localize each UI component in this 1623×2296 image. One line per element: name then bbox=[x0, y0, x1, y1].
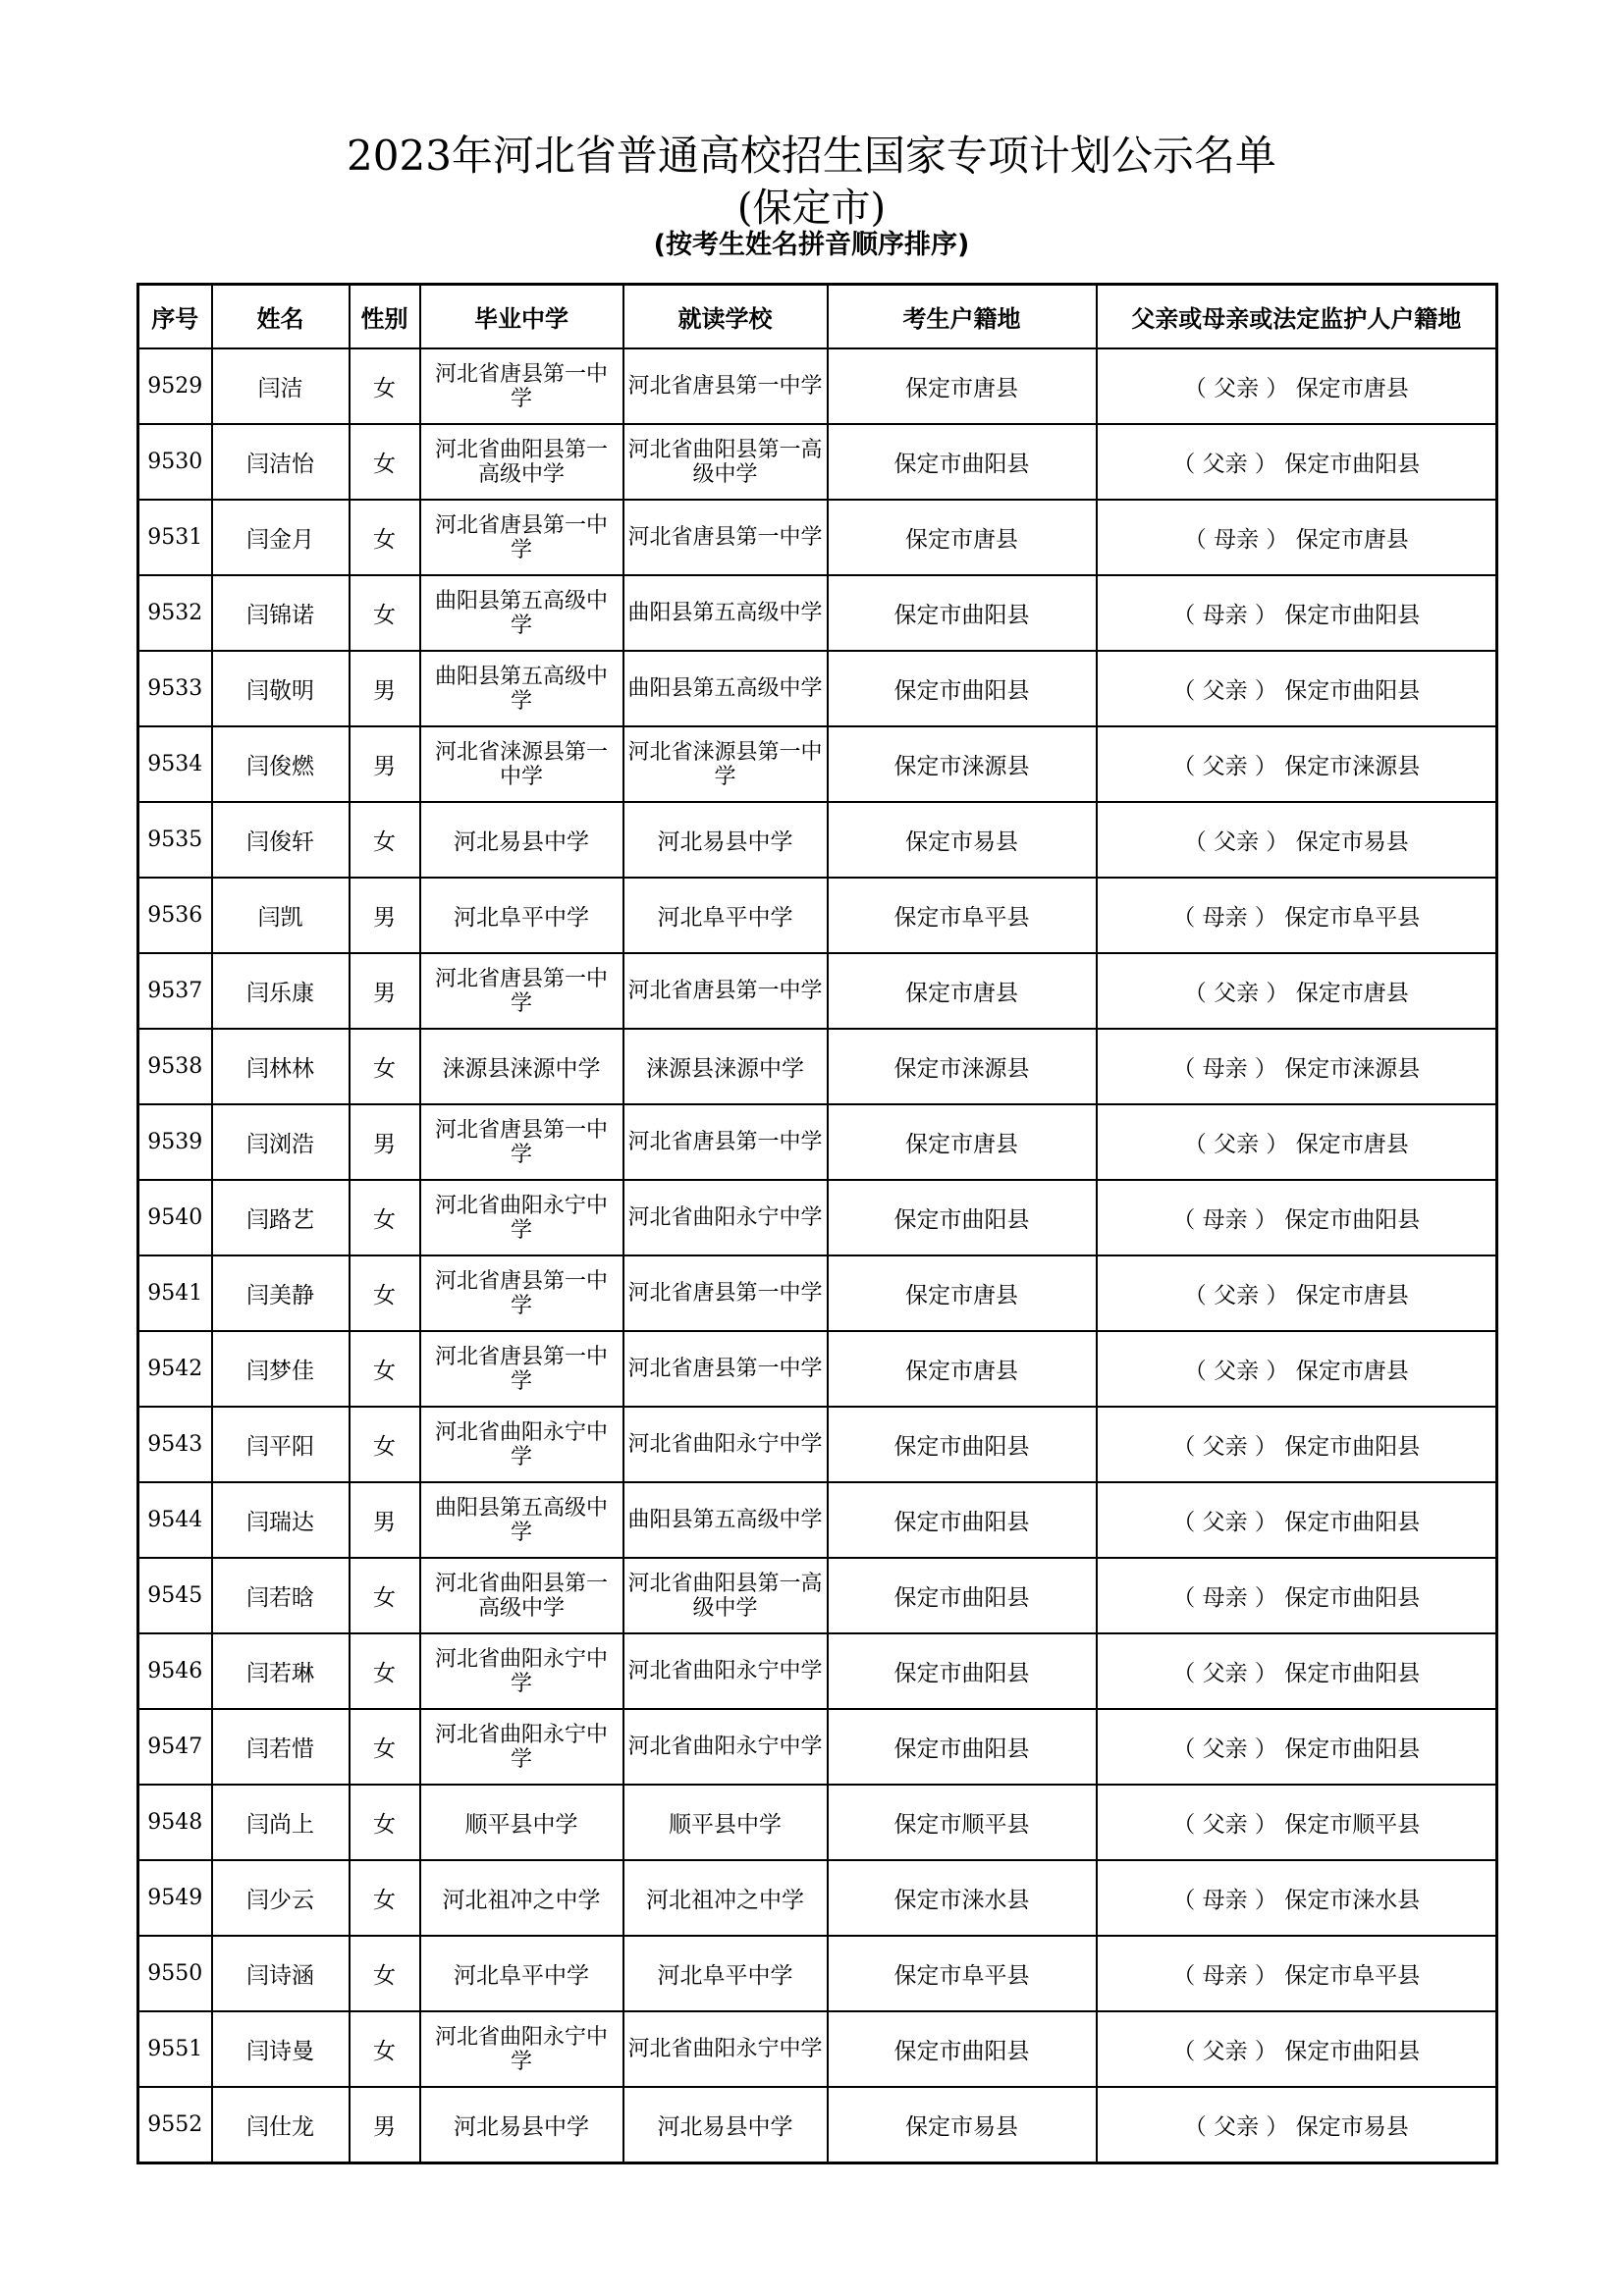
cell-current-school: 河北省曲阳永宁中学 bbox=[623, 1407, 828, 1482]
table-row bbox=[138, 726, 1497, 802]
cell-household: 保定市唐县 bbox=[828, 953, 1097, 1029]
table-row bbox=[138, 1558, 1497, 1633]
cell-current-school: 河北阜平中学 bbox=[623, 1936, 828, 2011]
cell-grad-school: 曲阳县第五高级中学 bbox=[420, 651, 623, 726]
cell-guardian-household: （ 母亲 ） 保定市阜平县 bbox=[1097, 1936, 1497, 2011]
cell-seq: 9541 bbox=[138, 1255, 212, 1331]
table-row bbox=[138, 1709, 1497, 1785]
cell-current-school: 曲阳县第五高级中学 bbox=[623, 575, 828, 651]
column-header-guardian-household: 父亲或母亲或法定监护人户籍地 bbox=[1097, 285, 1497, 349]
table-row bbox=[138, 1785, 1497, 1860]
cell-household: 保定市曲阳县 bbox=[828, 1558, 1097, 1633]
table-row bbox=[138, 1180, 1497, 1255]
cell-name: 闫乐康 bbox=[212, 953, 350, 1029]
cell-name: 闫锦诺 bbox=[212, 575, 350, 651]
cell-current-school: 河北省曲阳永宁中学 bbox=[623, 1633, 828, 1709]
cell-grad-school: 曲阳县第五高级中学 bbox=[420, 575, 623, 651]
cell-current-school: 河北祖冲之中学 bbox=[623, 1860, 828, 1936]
cell-seq: 9547 bbox=[138, 1709, 212, 1785]
cell-seq: 9536 bbox=[138, 878, 212, 953]
cell-name: 闫若惜 bbox=[212, 1709, 350, 1785]
cell-gender: 女 bbox=[350, 348, 420, 424]
cell-grad-school: 河北省唐县第一中学 bbox=[420, 1255, 623, 1331]
cell-seq: 9545 bbox=[138, 1558, 212, 1633]
cell-current-school: 河北省唐县第一中学 bbox=[623, 953, 828, 1029]
table-row bbox=[138, 424, 1497, 500]
cell-current-school: 河北阜平中学 bbox=[623, 878, 828, 953]
page-title: 2023年河北省普通高校招生国家专项计划公示名单 bbox=[347, 132, 1276, 180]
cell-gender: 女 bbox=[350, 1331, 420, 1407]
cell-guardian-household: （ 父亲 ） 保定市曲阳县 bbox=[1097, 1633, 1497, 1709]
cell-gender: 男 bbox=[350, 726, 420, 802]
cell-name: 闫少云 bbox=[212, 1860, 350, 1936]
column-header-name: 姓名 bbox=[212, 285, 350, 349]
cell-name: 闫若晗 bbox=[212, 1558, 350, 1633]
cell-guardian-household: （ 父亲 ） 保定市唐县 bbox=[1097, 953, 1497, 1029]
cell-gender: 男 bbox=[350, 651, 420, 726]
cell-current-school: 曲阳县第五高级中学 bbox=[623, 651, 828, 726]
cell-gender: 男 bbox=[350, 878, 420, 953]
table-row bbox=[138, 1029, 1497, 1104]
cell-name: 闫俊燃 bbox=[212, 726, 350, 802]
table-row bbox=[138, 953, 1497, 1029]
roster-table bbox=[136, 283, 1498, 2164]
table-row bbox=[138, 2087, 1497, 2163]
cell-household: 保定市涞源县 bbox=[828, 1029, 1097, 1104]
cell-current-school: 河北省唐县第一中学 bbox=[623, 1255, 828, 1331]
cell-gender: 女 bbox=[350, 1255, 420, 1331]
cell-household: 保定市曲阳县 bbox=[828, 1709, 1097, 1785]
cell-seq: 9549 bbox=[138, 1860, 212, 1936]
cell-guardian-household: （ 父亲 ） 保定市易县 bbox=[1097, 802, 1497, 878]
cell-gender: 女 bbox=[350, 1633, 420, 1709]
cell-seq: 9535 bbox=[138, 802, 212, 878]
cell-current-school: 河北省曲阳永宁中学 bbox=[623, 1709, 828, 1785]
cell-grad-school: 曲阳县第五高级中学 bbox=[420, 1482, 623, 1558]
cell-grad-school: 顺平县中学 bbox=[420, 1785, 623, 1860]
column-header-current-school: 就读学校 bbox=[623, 285, 828, 349]
cell-current-school: 河北省唐县第一中学 bbox=[623, 1104, 828, 1180]
cell-name: 闫平阳 bbox=[212, 1407, 350, 1482]
cell-grad-school: 河北省涞源县第一中学 bbox=[420, 726, 623, 802]
table-row bbox=[138, 802, 1497, 878]
cell-gender: 女 bbox=[350, 1785, 420, 1860]
cell-household: 保定市曲阳县 bbox=[828, 1180, 1097, 1255]
table-row bbox=[138, 1936, 1497, 2011]
cell-household: 保定市易县 bbox=[828, 802, 1097, 878]
table-row bbox=[138, 1104, 1497, 1180]
table-row bbox=[138, 2011, 1497, 2087]
cell-guardian-household: （ 父亲 ） 保定市唐县 bbox=[1097, 1331, 1497, 1407]
cell-name: 闫敬明 bbox=[212, 651, 350, 726]
cell-gender: 女 bbox=[350, 500, 420, 575]
cell-gender: 男 bbox=[350, 1104, 420, 1180]
cell-household: 保定市阜平县 bbox=[828, 878, 1097, 953]
cell-seq: 9534 bbox=[138, 726, 212, 802]
table-row bbox=[138, 1255, 1497, 1331]
cell-household: 保定市曲阳县 bbox=[828, 575, 1097, 651]
cell-grad-school: 河北省曲阳永宁中学 bbox=[420, 1180, 623, 1255]
cell-guardian-household: （ 父亲 ） 保定市顺平县 bbox=[1097, 1785, 1497, 1860]
cell-gender: 女 bbox=[350, 1180, 420, 1255]
cell-name: 闫美静 bbox=[212, 1255, 350, 1331]
cell-seq: 9551 bbox=[138, 2011, 212, 2087]
cell-household: 保定市唐县 bbox=[828, 500, 1097, 575]
table-row bbox=[138, 500, 1497, 575]
column-header-grad-school: 毕业中学 bbox=[420, 285, 623, 349]
cell-guardian-household: （ 父亲 ） 保定市唐县 bbox=[1097, 1255, 1497, 1331]
cell-name: 闫若琳 bbox=[212, 1633, 350, 1709]
cell-grad-school: 河北阜平中学 bbox=[420, 1936, 623, 2011]
cell-name: 闫洁 bbox=[212, 348, 350, 424]
cell-current-school: 涞源县涞源中学 bbox=[623, 1029, 828, 1104]
table-row bbox=[138, 651, 1497, 726]
cell-seq: 9548 bbox=[138, 1785, 212, 1860]
cell-guardian-household: （ 母亲 ） 保定市曲阳县 bbox=[1097, 1558, 1497, 1633]
cell-grad-school: 河北省曲阳县第一高级中学 bbox=[420, 1558, 623, 1633]
cell-grad-school: 河北省曲阳永宁中学 bbox=[420, 2011, 623, 2087]
cell-guardian-household: （ 母亲 ） 保定市涞源县 bbox=[1097, 1029, 1497, 1104]
cell-household: 保定市曲阳县 bbox=[828, 2011, 1097, 2087]
cell-household: 保定市曲阳县 bbox=[828, 1482, 1097, 1558]
cell-current-school: 河北省唐县第一中学 bbox=[623, 1331, 828, 1407]
cell-seq: 9532 bbox=[138, 575, 212, 651]
cell-grad-school: 河北省曲阳永宁中学 bbox=[420, 1633, 623, 1709]
table-body bbox=[138, 348, 1497, 2163]
cell-household: 保定市曲阳县 bbox=[828, 1407, 1097, 1482]
cell-name: 闫诗涵 bbox=[212, 1936, 350, 2011]
cell-guardian-household: （ 父亲 ） 保定市曲阳县 bbox=[1097, 1482, 1497, 1558]
column-header-seq: 序号 bbox=[138, 285, 212, 349]
cell-name: 闫凯 bbox=[212, 878, 350, 953]
cell-guardian-household: （ 父亲 ） 保定市唐县 bbox=[1097, 348, 1497, 424]
cell-household: 保定市顺平县 bbox=[828, 1785, 1097, 1860]
cell-grad-school: 河北省唐县第一中学 bbox=[420, 348, 623, 424]
cell-household: 保定市曲阳县 bbox=[828, 1633, 1097, 1709]
cell-household: 保定市曲阳县 bbox=[828, 424, 1097, 500]
cell-grad-school: 河北省曲阳永宁中学 bbox=[420, 1407, 623, 1482]
cell-gender: 女 bbox=[350, 1709, 420, 1785]
cell-name: 闫林林 bbox=[212, 1029, 350, 1104]
cell-gender: 女 bbox=[350, 802, 420, 878]
cell-name: 闫诗曼 bbox=[212, 2011, 350, 2087]
cell-current-school: 河北易县中学 bbox=[623, 2087, 828, 2163]
cell-current-school: 河北省曲阳永宁中学 bbox=[623, 1180, 828, 1255]
cell-guardian-household: （ 父亲 ） 保定市曲阳县 bbox=[1097, 651, 1497, 726]
cell-seq: 9538 bbox=[138, 1029, 212, 1104]
cell-name: 闫尚上 bbox=[212, 1785, 350, 1860]
cell-current-school: 河北省曲阳永宁中学 bbox=[623, 2011, 828, 2087]
cell-gender: 男 bbox=[350, 2087, 420, 2163]
cell-seq: 9529 bbox=[138, 348, 212, 424]
cell-seq: 9531 bbox=[138, 500, 212, 575]
cell-household: 保定市涞水县 bbox=[828, 1860, 1097, 1936]
cell-seq: 9539 bbox=[138, 1104, 212, 1180]
cell-household: 保定市阜平县 bbox=[828, 1936, 1097, 2011]
table-row bbox=[138, 575, 1497, 651]
cell-household: 保定市涞源县 bbox=[828, 726, 1097, 802]
cell-seq: 9552 bbox=[138, 2087, 212, 2163]
cell-gender: 女 bbox=[350, 2011, 420, 2087]
cell-guardian-household: （ 父亲 ） 保定市唐县 bbox=[1097, 1104, 1497, 1180]
cell-seq: 9543 bbox=[138, 1407, 212, 1482]
cell-current-school: 河北省唐县第一中学 bbox=[623, 500, 828, 575]
cell-grad-school: 河北省唐县第一中学 bbox=[420, 1331, 623, 1407]
cell-name: 闫金月 bbox=[212, 500, 350, 575]
cell-gender: 女 bbox=[350, 1029, 420, 1104]
cell-guardian-household: （ 父亲 ） 保定市易县 bbox=[1097, 2087, 1497, 2163]
cell-seq: 9550 bbox=[138, 1936, 212, 2011]
cell-grad-school: 河北省唐县第一中学 bbox=[420, 500, 623, 575]
cell-seq: 9542 bbox=[138, 1331, 212, 1407]
cell-name: 闫瑞达 bbox=[212, 1482, 350, 1558]
cell-gender: 男 bbox=[350, 1482, 420, 1558]
cell-guardian-household: （ 父亲 ） 保定市曲阳县 bbox=[1097, 1407, 1497, 1482]
cell-current-school: 曲阳县第五高级中学 bbox=[623, 1482, 828, 1558]
cell-guardian-household: （ 母亲 ） 保定市曲阳县 bbox=[1097, 575, 1497, 651]
cell-gender: 女 bbox=[350, 1936, 420, 2011]
table-row bbox=[138, 878, 1497, 953]
cell-grad-school: 河北省曲阳县第一高级中学 bbox=[420, 424, 623, 500]
cell-grad-school: 河北易县中学 bbox=[420, 802, 623, 878]
cell-seq: 9544 bbox=[138, 1482, 212, 1558]
table-row bbox=[138, 1407, 1497, 1482]
cell-seq: 9530 bbox=[138, 424, 212, 500]
cell-guardian-household: （ 母亲 ） 保定市涞水县 bbox=[1097, 1860, 1497, 1936]
column-header-household: 考生户籍地 bbox=[828, 285, 1097, 349]
cell-seq: 9540 bbox=[138, 1180, 212, 1255]
cell-grad-school: 河北省曲阳永宁中学 bbox=[420, 1709, 623, 1785]
cell-grad-school: 河北阜平中学 bbox=[420, 878, 623, 953]
table-row bbox=[138, 348, 1497, 424]
cell-grad-school: 涞源县涞源中学 bbox=[420, 1029, 623, 1104]
cell-gender: 男 bbox=[350, 953, 420, 1029]
cell-gender: 女 bbox=[350, 1558, 420, 1633]
cell-grad-school: 河北省唐县第一中学 bbox=[420, 953, 623, 1029]
cell-name: 闫仕龙 bbox=[212, 2087, 350, 2163]
cell-household: 保定市唐县 bbox=[828, 348, 1097, 424]
page-subtitle: (保定市) bbox=[736, 186, 887, 231]
cell-household: 保定市唐县 bbox=[828, 1331, 1097, 1407]
cell-current-school: 河北省曲阳县第一高级中学 bbox=[623, 424, 828, 500]
cell-guardian-household: （ 父亲 ） 保定市曲阳县 bbox=[1097, 1709, 1497, 1785]
table-row bbox=[138, 1482, 1497, 1558]
table-row bbox=[138, 1331, 1497, 1407]
cell-name: 闫俊轩 bbox=[212, 802, 350, 878]
cell-current-school: 河北易县中学 bbox=[623, 802, 828, 878]
cell-name: 闫浏浩 bbox=[212, 1104, 350, 1180]
cell-gender: 女 bbox=[350, 575, 420, 651]
cell-household: 保定市唐县 bbox=[828, 1255, 1097, 1331]
cell-gender: 女 bbox=[350, 424, 420, 500]
table-header-row bbox=[138, 285, 1497, 349]
table-row bbox=[138, 1860, 1497, 1936]
cell-grad-school: 河北祖冲之中学 bbox=[420, 1860, 623, 1936]
cell-current-school: 顺平县中学 bbox=[623, 1785, 828, 1860]
cell-current-school: 河北省唐县第一中学 bbox=[623, 348, 828, 424]
cell-grad-school: 河北易县中学 bbox=[420, 2087, 623, 2163]
cell-guardian-household: （ 母亲 ） 保定市唐县 bbox=[1097, 500, 1497, 575]
cell-gender: 女 bbox=[350, 1860, 420, 1936]
cell-household: 保定市唐县 bbox=[828, 1104, 1097, 1180]
cell-name: 闫路艺 bbox=[212, 1180, 350, 1255]
cell-household: 保定市易县 bbox=[828, 2087, 1097, 2163]
cell-current-school: 河北省曲阳县第一高级中学 bbox=[623, 1558, 828, 1633]
table-row bbox=[138, 1633, 1497, 1709]
cell-guardian-household: （ 母亲 ） 保定市阜平县 bbox=[1097, 878, 1497, 953]
cell-seq: 9537 bbox=[138, 953, 212, 1029]
cell-current-school: 河北省涞源县第一中学 bbox=[623, 726, 828, 802]
column-header-gender: 性别 bbox=[350, 285, 420, 349]
cell-seq: 9533 bbox=[138, 651, 212, 726]
cell-guardian-household: （ 父亲 ） 保定市曲阳县 bbox=[1097, 424, 1497, 500]
cell-gender: 女 bbox=[350, 1407, 420, 1482]
cell-guardian-household: （ 父亲 ） 保定市曲阳县 bbox=[1097, 2011, 1497, 2087]
sort-note: (按考生姓名拼音顺序排序) bbox=[653, 230, 970, 260]
cell-grad-school: 河北省唐县第一中学 bbox=[420, 1104, 623, 1180]
cell-name: 闫洁怡 bbox=[212, 424, 350, 500]
cell-guardian-household: （ 父亲 ） 保定市涞源县 bbox=[1097, 726, 1497, 802]
cell-seq: 9546 bbox=[138, 1633, 212, 1709]
cell-guardian-household: （ 母亲 ） 保定市曲阳县 bbox=[1097, 1180, 1497, 1255]
cell-name: 闫梦佳 bbox=[212, 1331, 350, 1407]
cell-household: 保定市曲阳县 bbox=[828, 651, 1097, 726]
